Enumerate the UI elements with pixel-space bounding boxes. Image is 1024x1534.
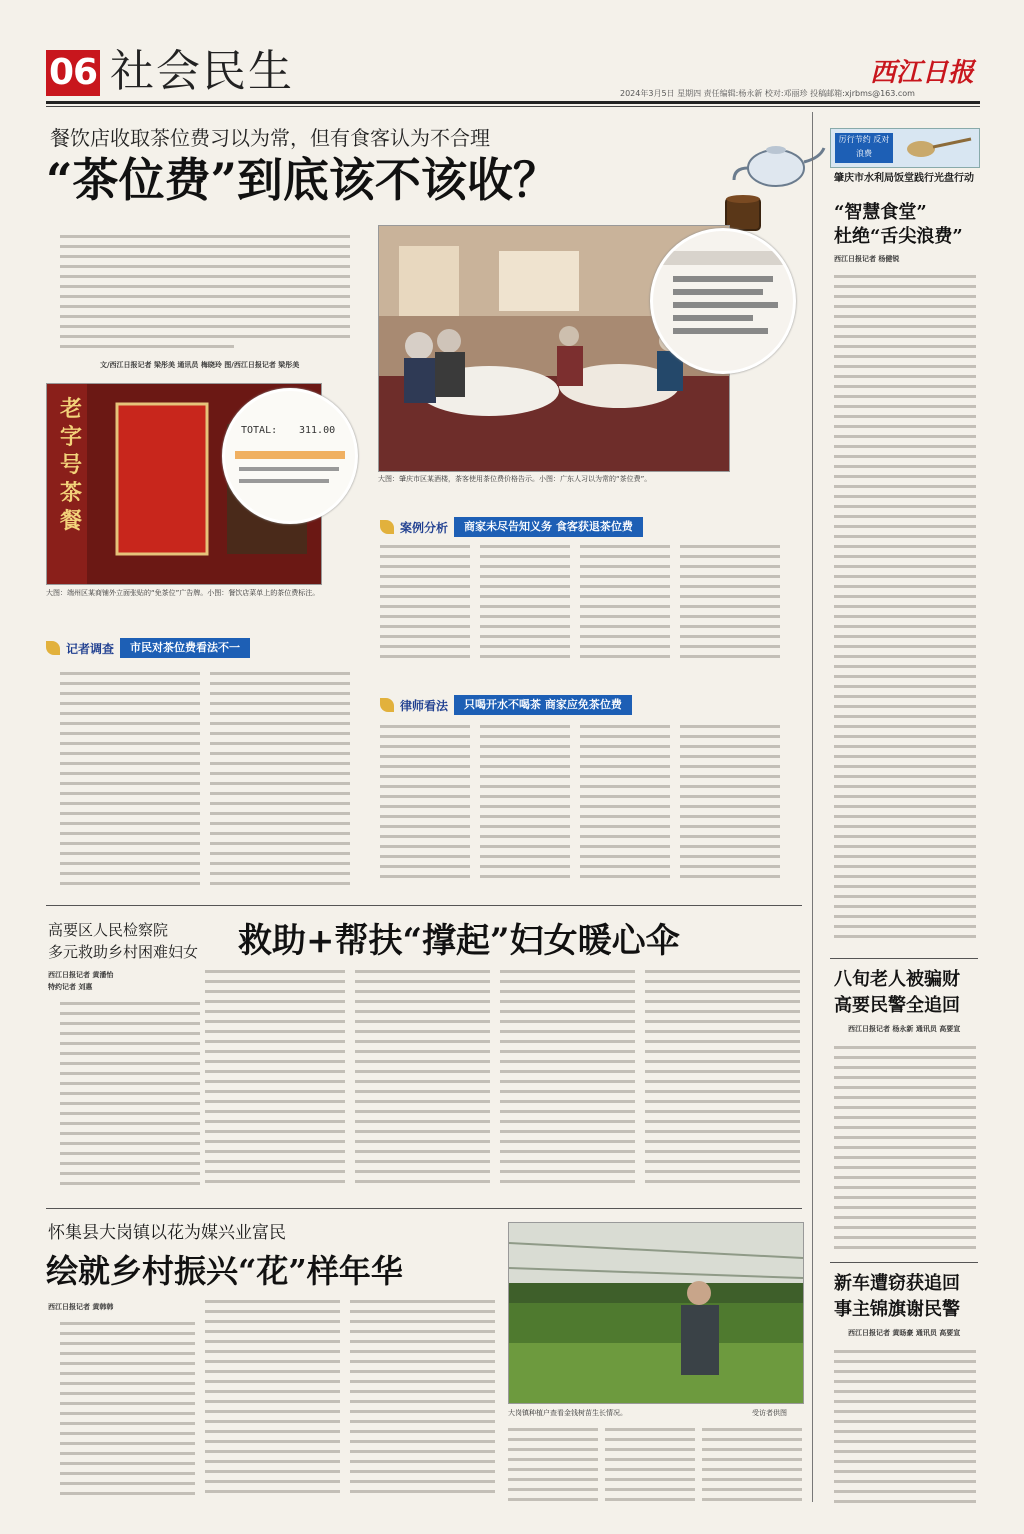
menu-inset-photo	[650, 228, 796, 374]
teapot-illustration	[716, 128, 826, 238]
side2-headline-2: 高要民警全追回	[834, 995, 960, 1016]
story3-col5	[605, 1428, 695, 1508]
receipt-inset-photo	[222, 388, 358, 524]
side1-byline: 西江日报记者 杨健锐	[834, 255, 900, 263]
section-title: 社会民生	[110, 46, 294, 97]
lawyer-tag: 律师看法	[400, 698, 449, 713]
side3-headline-2: 事主锦旗谢民警	[834, 1299, 960, 1320]
lawyer-text-col3	[580, 725, 670, 890]
story2-col2	[205, 970, 345, 1195]
case-text-col1	[380, 545, 470, 665]
lawyer-bar: 只喝开水不喝茶 商家应免茶位费	[454, 695, 632, 715]
survey-tag: 记者调查	[66, 641, 115, 656]
story2-byline-1: 西江日报记者 黄潘怡	[48, 971, 114, 979]
story3-col2	[205, 1300, 340, 1507]
survey-text-col1	[60, 672, 200, 892]
side3-byline: 西江日报记者 黄旸豪 通讯员 高要宣	[848, 1329, 961, 1337]
story2-col4	[500, 970, 635, 1195]
case-text-col2	[480, 545, 570, 665]
lawyer-header	[380, 695, 632, 715]
restaurant-photo-caption: 大图：肇庆市区某酒楼，茶客使用茶位费价格告示。小图：广东人习以为常的“茶位费”。	[378, 475, 652, 483]
lawyer-text-col1	[380, 725, 470, 890]
newspaper-logo: 西江日报	[870, 58, 975, 88]
side1-text	[834, 275, 976, 945]
story2-rule	[46, 905, 802, 906]
receipt-total-label: TOTAL:	[241, 425, 278, 436]
spoon-icon	[903, 135, 973, 161]
column-divider	[812, 112, 813, 1502]
side-badge-label: 厉行节约 反对浪费	[835, 133, 893, 163]
main-headline: “茶位费”到底该不该收？	[46, 153, 559, 207]
storefront-sign: 老字号茶餐	[60, 396, 83, 534]
side2-text	[834, 1046, 976, 1256]
leaf-icon	[380, 698, 394, 712]
story3-col3	[350, 1300, 495, 1507]
story2-col1	[60, 1002, 200, 1197]
case-text-col4	[680, 545, 780, 665]
survey-text-col2	[210, 672, 350, 892]
main-byline: 文/西江日报记者 梁彤美 通讯员 梅晓玲 图/西江日报记者 梁彤美	[100, 361, 300, 369]
survey-bar: 市民对茶位费看法不一	[120, 638, 250, 658]
story2-kicker-2: 多元救助乡村困难妇女	[48, 943, 199, 961]
greenhouse-photo	[508, 1222, 804, 1404]
header-meta: 2024年3月5日 星期四 责任编辑:杨永新 校对:邓丽珍 投稿邮箱:xjrbms@163.com	[620, 89, 915, 98]
greenhouse-caption: 大岗镇种植户查看金钱树苗生长情况。	[508, 1409, 627, 1417]
main-kicker: 餐饮店收取茶位费习以为常，但有食客认为不合理	[50, 126, 490, 150]
story3-headline: 绘就乡村振兴“花”样年华	[46, 1252, 403, 1290]
story2-byline-2: 特约记者 刘惠	[48, 983, 93, 991]
story2-kicker-1: 高要区人民检察院	[48, 921, 169, 939]
storefront-photo-caption: 大图：端州区某商铺外立面张贴的“免茶位”广告牌。小图：餐饮店菜单上的茶位费标注。	[46, 589, 320, 597]
side-badge	[830, 128, 980, 168]
story3-rule	[46, 1208, 802, 1209]
story2-col5	[645, 970, 800, 1195]
header-rule	[46, 101, 980, 104]
side3-headline-1: 新车遭窃获追回	[834, 1273, 960, 1294]
story3-col4	[508, 1428, 598, 1508]
side1-headline-2: 杜绝“舌尖浪费”	[834, 226, 963, 247]
survey-header	[46, 638, 250, 658]
side3-text	[834, 1350, 976, 1510]
case-analysis-tag: 案例分析	[400, 520, 449, 535]
story3-col1	[60, 1322, 195, 1507]
side1-headline-1: “智慧食堂”	[834, 202, 927, 223]
greenhouse-credit: 受访者供图	[752, 1409, 787, 1417]
side2-headline-1: 八旬老人被骗财	[834, 969, 960, 990]
case-analysis-header	[380, 517, 643, 537]
story2-col3	[355, 970, 490, 1195]
header-rule-thin	[46, 106, 980, 107]
story2-headline: 救助+帮扶“撑起”妇女暖心伞	[238, 921, 680, 961]
case-text-col3	[580, 545, 670, 665]
side1-kicker: 肇庆市水利局饭堂践行光盘行动	[834, 173, 974, 184]
side2-rule	[830, 958, 978, 959]
leaf-icon	[46, 641, 60, 655]
case-analysis-bar: 商家未尽告知义务 食客获退茶位费	[454, 517, 643, 537]
main-intro-text	[60, 235, 350, 355]
leaf-icon	[380, 520, 394, 534]
side3-rule	[830, 1262, 978, 1263]
lawyer-text-col4	[680, 725, 780, 890]
page-number: 06	[46, 50, 100, 96]
story3-byline: 西江日报记者 黄韩韩	[48, 1303, 114, 1311]
story3-kicker: 怀集县大岗镇以花为媒兴业富民	[48, 1223, 286, 1243]
lawyer-text-col2	[480, 725, 570, 890]
story3-col6	[702, 1428, 802, 1508]
receipt-total-value: 311.00	[299, 425, 336, 436]
side2-byline: 西江日报记者 杨永新 通讯员 高要宣	[848, 1025, 961, 1033]
